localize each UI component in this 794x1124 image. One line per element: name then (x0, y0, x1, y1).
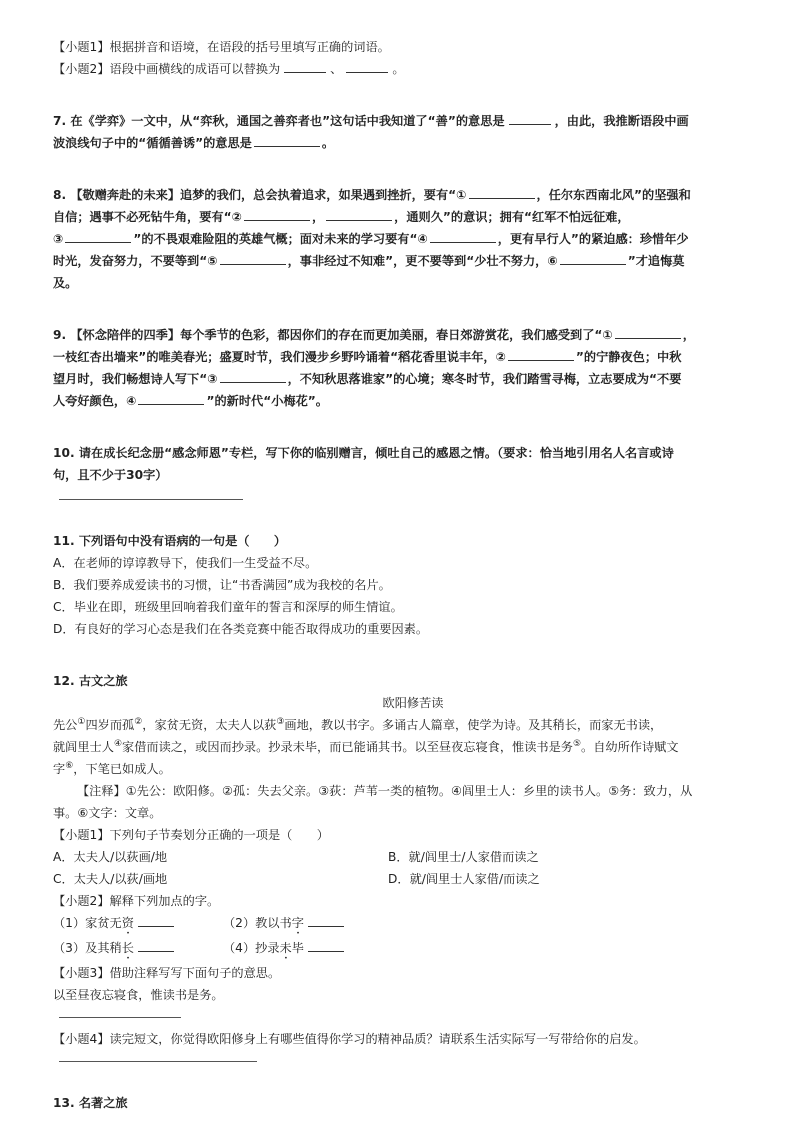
q9-text: 9. 【怀念陪伴的四季】每个季节的色彩，都因你们的存在而更加美丽，春日郊游赏花，我们感受到了“① (53, 328, 613, 342)
answer-blank[interactable] (430, 228, 496, 243)
option[interactable]: D．就/闾里士人家借/而读之 (388, 872, 540, 886)
subquestion-2-text: 【小题2】语段中画横线的成语可以替换为 (53, 62, 281, 76)
answer-blank[interactable] (244, 206, 310, 221)
question-7 (53, 110, 773, 154)
q13-title: 13. 名著之旅 (53, 1096, 128, 1110)
passage-line: 就闾里士人④家借而读之，或因而抄录。抄录未毕，而已能诵其书。以至昼夜忘寝食，惟读书是务⑤。自幼所作诗赋文 (53, 738, 679, 754)
answer-blank[interactable] (508, 346, 574, 361)
q11-option[interactable]: D．有良好的学习心态是我们在各类竞赛中能否取得成功的重要因素。 (53, 622, 429, 636)
q12-sub1-options (53, 846, 773, 868)
q11-option[interactable]: A．在老师的谆谆教导下，使我们一生受益不尽。 (53, 556, 318, 570)
q12-sub2: 【小题2】解释下列加点的字。 (53, 894, 220, 908)
answer-blank[interactable] (346, 58, 388, 73)
q9-text: 一枝红杏出墙来”的唯美春光；盛夏时节，我们漫步乡野吟诵着“稻花香里说丰年，② (53, 350, 506, 364)
subquestion-1: 【小题1】根据拼音和语境，在语段的括号里填写正确的词语。 (53, 40, 390, 54)
q9-text: ”的宁静夜色；中秋 (575, 350, 682, 364)
answer-blank[interactable] (308, 912, 344, 927)
answer-blank[interactable] (138, 912, 174, 927)
answer-blank[interactable] (254, 132, 320, 147)
answer-blank[interactable] (65, 228, 131, 243)
q7-text: 。 (321, 136, 335, 150)
q8-text: ，任尔东西南北风”的坚强和 (536, 188, 691, 202)
option[interactable]: B．就/闾里士/人家借而读之 (388, 850, 539, 864)
passage-title: 欧阳修苦读 (382, 696, 444, 710)
q7-text: 7. 在《学弈》一文中，从“弈秋，通国之善弈者也”这句话中我知道了“善”的意思是 (53, 114, 505, 128)
q9-text: ，不知秋思落谁家”的心境；寒冬时节，我们踏雪寻梅，立志要成为“不要 (287, 372, 682, 386)
q8-text: ， (311, 210, 325, 224)
q10-text: 句，且不少于30字） (53, 468, 168, 482)
q9-text: ”的新时代“小梅花”。 (206, 394, 328, 408)
q11-stem: 11. 下列语句中没有语病的一句是（ ） (53, 534, 287, 548)
question-8 (53, 184, 773, 294)
q7-text: 波浪线句子中的“循循善诱”的意思是 (53, 136, 252, 150)
q12-sub4: 【小题4】读完短文，你觉得欧阳修身上有哪些值得你学习的精神品质？请联系生活实际写一写带给你的启发。 (53, 1032, 646, 1046)
q8-text: ，通则久”的意识；拥有“红军不怕远征难， (394, 210, 630, 224)
q12-sub2-row: （1）家贫无资 （2）教以书字 (53, 912, 773, 937)
q8-text: 自信；遇事不必死钻牛角，要有“② (53, 210, 242, 224)
q8-text: ”的不畏艰难险阻的英雄气概；面对未来的学习要有“④ (133, 232, 428, 246)
option[interactable]: A．太夫人/以荻画/地 (53, 850, 168, 864)
worksheet-page (53, 36, 773, 1114)
answer-blank[interactable] (469, 184, 535, 199)
q9-text: ， (682, 328, 695, 342)
answer-blank[interactable] (284, 58, 326, 73)
q12-sub3: 【小题3】借助注释写写下面句子的意思。 (53, 966, 281, 980)
answer-blank[interactable] (326, 206, 392, 221)
q10-text: 10. 请在成长纪念册“感念师恩”专栏，写下你的临别赠言，倾吐自己的感恩之情。（要求：恰当地引用名人名言或诗 (53, 446, 674, 460)
option[interactable]: C．太夫人/以荻/画地 (53, 872, 168, 886)
question-11 (53, 530, 773, 640)
q12-sub1-options (53, 868, 773, 890)
answer-blank[interactable] (220, 368, 286, 383)
q8-text: 及。 (53, 276, 78, 290)
subquestion-2 (53, 58, 773, 80)
answer-blank[interactable] (615, 324, 681, 339)
q11-option[interactable]: C．毕业在即，班级里回响着我们童年的誓言和深厚的师生情谊。 (53, 600, 403, 614)
q8-text: ”才追悔莫 (627, 254, 685, 268)
answer-blank[interactable] (308, 937, 344, 952)
annotation: 【注释】①先公：欧阳修。②孤：失去父亲。③荻：芦苇一类的植物。④闾里士人：乡里的读书人。⑤务：致力，从 (77, 784, 693, 798)
passage-line: 先公①四岁而孤②，家贫无资，太夫人以荻③画地，教以书字。多诵古人篇章，使学为诗。及其稍长，而家无书读， (53, 716, 663, 732)
q8-text: ，事非经过不知难”，更不要等到“少壮不努力，⑥ (287, 254, 558, 268)
passage-line: 字⑥，下笔已如成人。 (53, 760, 171, 776)
period: 。 (392, 62, 405, 76)
question-12 (53, 670, 773, 1062)
q8-text: 8. 【敬赠奔赴的未来】追梦的我们，总会执着追求，如果遇到挫折，要有“① (53, 188, 467, 202)
q12-sub3-sentence: 以至昼夜忘寝食，惟读书是务。 (53, 988, 224, 1002)
answer-blank[interactable] (138, 390, 204, 405)
question-9 (53, 324, 773, 412)
q11-option[interactable]: B．我们要养成爱读书的习惯，让“书香满园”成为我校的名片。 (53, 578, 391, 592)
q12-sub2-row: （3）及其稍长 （4）抄录未毕 (53, 937, 773, 962)
q7-text: ，由此，我推断语段中画 (554, 114, 689, 128)
q8-text: ③ (53, 232, 64, 246)
q12-title: 12. 古文之旅 (53, 674, 128, 688)
q8-text: 时光，发奋努力，不要等到“⑤ (53, 254, 218, 268)
q12-sub1: 【小题1】下列句子节奏划分正确的一项是（ ） (53, 828, 329, 842)
separator: 、 (330, 62, 343, 76)
q9-text: 人夸好颜色，④ (53, 394, 137, 408)
answer-blank[interactable] (560, 250, 626, 265)
question-10 (53, 442, 773, 486)
answer-blank[interactable] (509, 110, 551, 125)
answer-blank[interactable] (220, 250, 286, 265)
q8-text: ，更有早行人”的紧迫感：珍惜年少 (497, 232, 689, 246)
answer-blank[interactable] (138, 937, 174, 952)
q9-text: 望月时，我们畅想诗人写下“③ (53, 372, 218, 386)
annotation: 事。⑥文字：文章。 (53, 806, 162, 820)
